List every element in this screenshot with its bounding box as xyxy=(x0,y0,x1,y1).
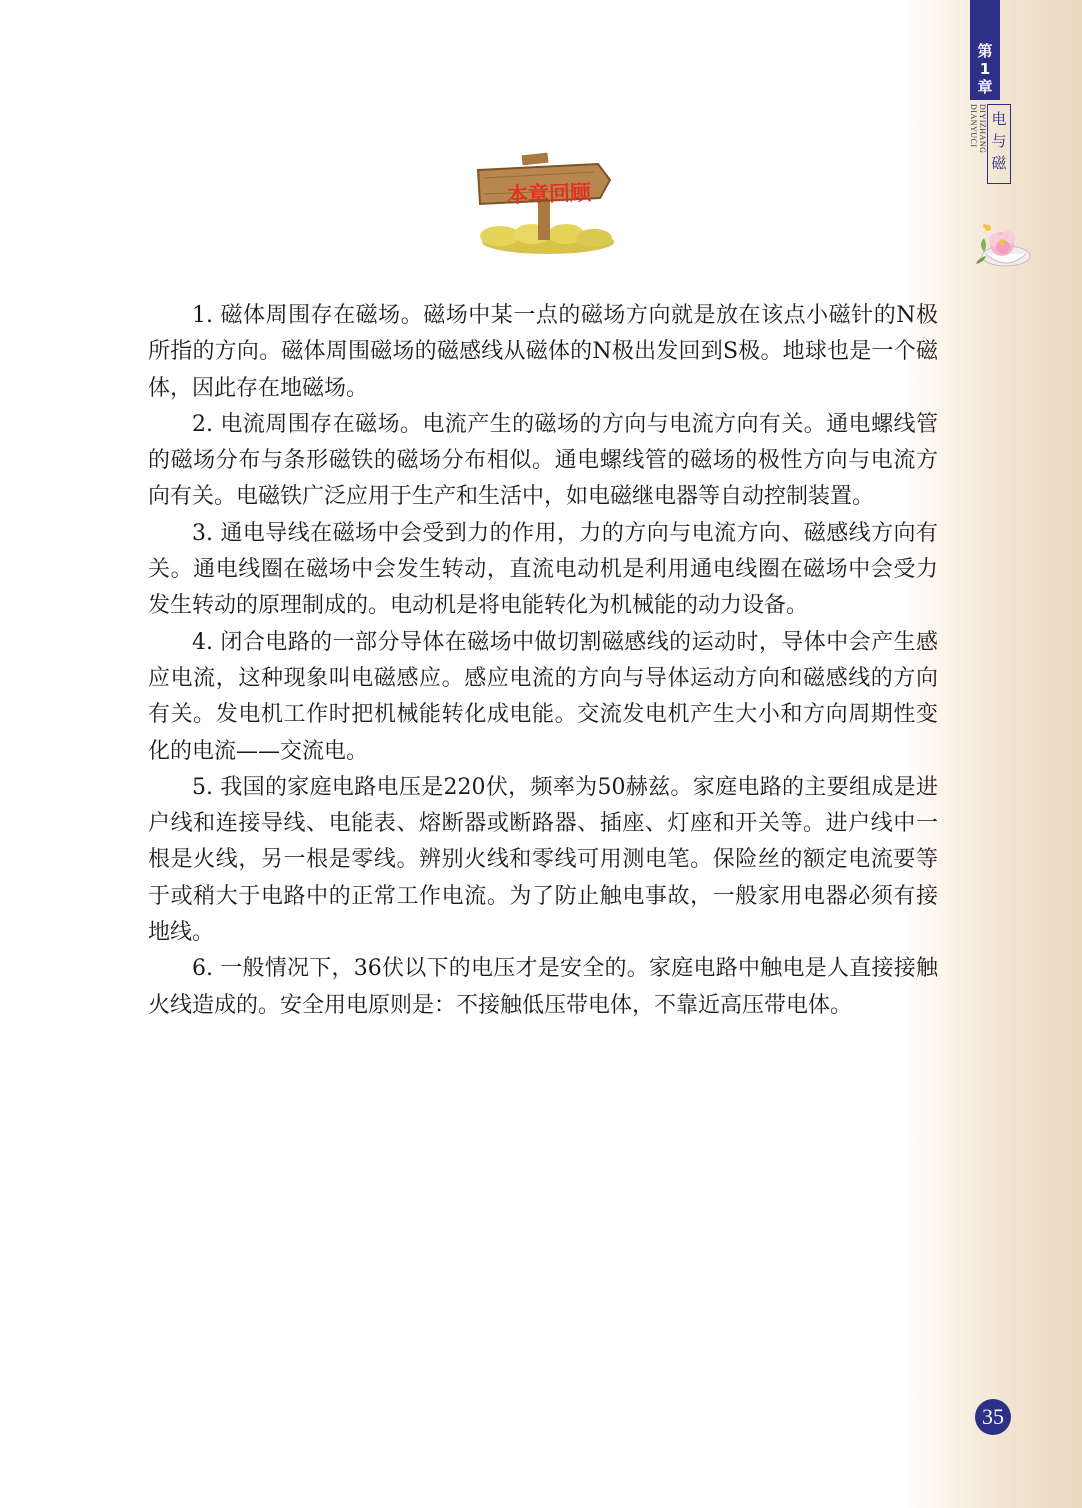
chapter-label-char: 1 xyxy=(979,60,991,78)
chapter-title-char: 电 xyxy=(991,110,1007,128)
summary-paragraph-6: 6. 一般情况下，36伏以下的电压才是安全的。家庭电路中触电是人直接接触火线造成的。安全用电原则是：不接触低压带电体，不靠近高压带电体。 xyxy=(148,956,938,1018)
flower-teacup-icon xyxy=(972,220,1036,272)
chapter-label-char: 章 xyxy=(977,78,993,96)
page-number: 35 xyxy=(975,1399,1011,1435)
summary-content xyxy=(148,298,938,1024)
chapter-pinyin: DIYIZHANG DIANYUCI xyxy=(969,104,987,154)
summary-paragraph-5: 5. 我国的家庭电路电压是220伏，频率为50赫兹。家庭电路的主要组成是进户线和连接导线、电能表、熔断器或断路器、插座、灯座和开关等。进户线中一根是火线，另一根是零线。辨别火线和零线可用测电笔。保险丝的额定电流要等于或稍大于电路中的正常工作电流。为了防止触电事故，一般家用电器必须有接地线。 xyxy=(148,774,938,946)
chapter-title-char: 磁 xyxy=(991,154,1007,172)
summary-paragraph-1: 1. 磁体周围存在磁场。磁场中某一点的磁场方向就是放在该点小磁针的N极所指的方向。磁体周围磁场的磁感线从磁体的N极出发回到S极。地球也是一个磁体，因此存在地磁场。 xyxy=(148,303,938,401)
section-title: 本章回顾 xyxy=(506,180,592,208)
chapter-title-char: 与 xyxy=(991,132,1007,150)
summary-paragraph-2: 2. 电流周围存在磁场。电流产生的磁场的方向与电流方向有关。通电螺线管的磁场分布与条形磁铁的磁场分布相似。通电螺线管的磁场的极性方向与电流方向有关。电磁铁广泛应用于生产和生活中，如电磁继电器等自动控制装置。 xyxy=(148,411,938,510)
summary-paragraph-3: 3. 通电导线在磁场中会受到力的作用，力的方向与电流方向、磁感线方向有关。通电线圈在磁场中会发生转动，直流电动机是利用通电线圈在磁场中会受力发生转动的原理制成的。电动机是将电能转化为机械能的动力设备。 xyxy=(148,520,938,619)
chapter-title xyxy=(987,104,1011,184)
chapter-tab xyxy=(970,0,1000,100)
summary-paragraph-4: 4. 闭合电路的一部分导体在磁场中做切割磁感线的运动时，导体中会产生感应电流，这种现象叫电磁感应。感应电流的方向与导体运动方向和磁感线的方向有关。发电机工作时把机械能转化成电能。交流发电机产生大小和方向周期性变化的电流——交流电。 xyxy=(148,629,938,764)
chapter-label-char: 第 xyxy=(977,42,993,60)
